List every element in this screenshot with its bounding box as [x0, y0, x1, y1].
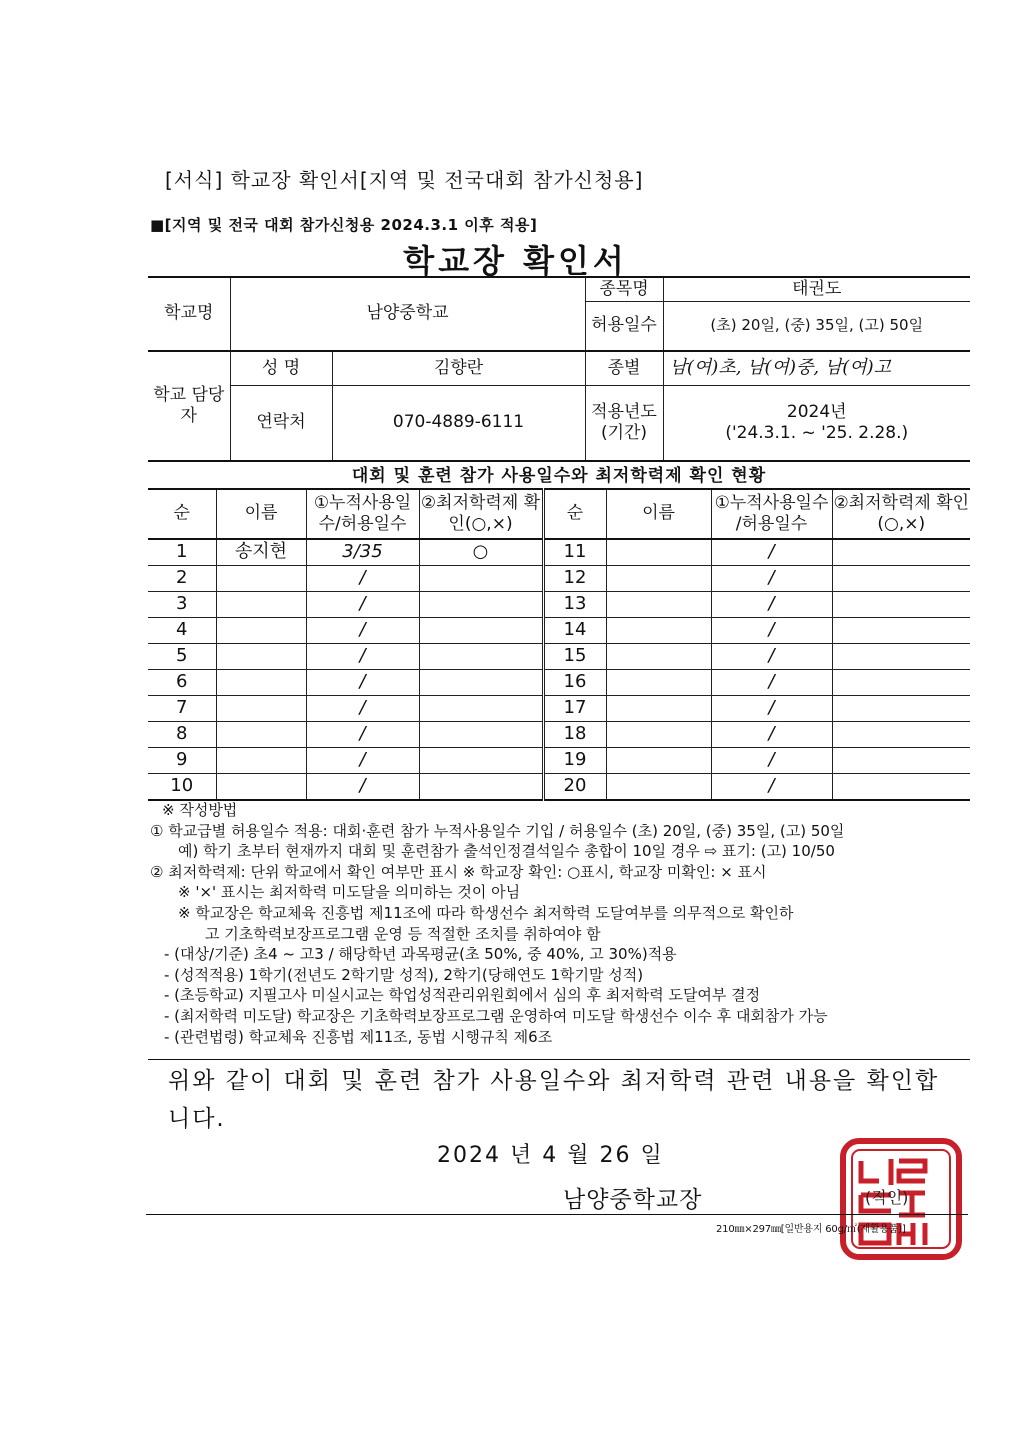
row-days-left: / — [306, 670, 419, 696]
row-days-left: / — [306, 566, 419, 592]
note-2b: ※ 학교장은 학교체육 진흥법 제11조에 따라 학생선수 최저학력 도달여부를 의무적으로 확인하 — [178, 903, 794, 922]
col-days-right: ①누적사용일수 /허용일수 — [711, 489, 832, 539]
row-days-right: / — [711, 539, 832, 566]
row-no-right: 13 — [543, 592, 606, 618]
row-check-left — [419, 566, 543, 592]
row-check-left — [419, 722, 543, 748]
row-no-right: 12 — [543, 566, 606, 592]
row-check-right — [832, 618, 970, 644]
row-check-left — [419, 670, 543, 696]
row-days-left: / — [306, 644, 419, 670]
row-name-right — [606, 566, 711, 592]
category-label: 종별 — [585, 351, 663, 385]
row-no-left: 7 — [148, 696, 216, 722]
row-name-left — [216, 670, 306, 696]
row-days-left: / — [306, 722, 419, 748]
row-no-right: 16 — [543, 670, 606, 696]
table-row — [148, 774, 970, 801]
row-check-right — [832, 748, 970, 774]
row-no-right: 15 — [543, 644, 606, 670]
row-name-left — [216, 566, 306, 592]
row-name-right — [606, 774, 711, 801]
divider — [146, 1214, 968, 1215]
row-check-right — [832, 566, 970, 592]
note-detail-2: - (성적적용) 1학기(전년도 2학기말 성적), 2학기(당해연도 1학기말 성적) — [164, 965, 644, 984]
row-check-right — [832, 774, 970, 801]
seal-label: (직인) — [865, 1188, 909, 1207]
row-check-right — [832, 670, 970, 696]
row-days-left: / — [306, 748, 419, 774]
note-1: ① 학교급별 허용일수 적용: 대회·훈련 참가 누적사용일수 기입 / 허용일수 (초) 20일, (중) 35일, (고) 50일 — [150, 821, 845, 840]
table-row — [148, 539, 970, 566]
row-days-left: / — [306, 592, 419, 618]
row-name-right — [606, 722, 711, 748]
row-days-right: / — [711, 618, 832, 644]
table-header-row — [148, 489, 970, 539]
year-label: 적용년도 (기간) — [585, 385, 663, 461]
row-days-right: / — [711, 722, 832, 748]
sport: 태권도 — [663, 277, 970, 301]
row-check-left — [419, 618, 543, 644]
col-name-left: 이름 — [216, 489, 306, 539]
contact-label: 연락처 — [230, 385, 332, 461]
notes-heading: ※ 작성방법 — [162, 801, 238, 819]
col-no-right: 순 — [543, 489, 606, 539]
row-no-right: 11 — [543, 539, 606, 566]
note-2c: 고 기초학력보장프로그램 운영 등 적절한 조치를 취하여야 함 — [205, 924, 601, 943]
row-days-right: / — [711, 774, 832, 801]
col-check-right: ②최저학력제 확인(○,×) — [832, 489, 970, 539]
form-caption: [서식] 학교장 확인서[지역 및 전국대회 참가신청용] — [165, 168, 644, 192]
status-table — [148, 488, 970, 801]
row-name-right — [606, 592, 711, 618]
sub-caption: ■[지역 및 전국 대회 참가신청용 2024.3.1 이후 적용] — [150, 216, 538, 234]
row-days-left: / — [306, 618, 419, 644]
category: 남(여)초, 남(여)중, 남(여)고 — [663, 351, 970, 385]
allowed-days: (초) 20일, (중) 35일, (고) 50일 — [663, 301, 970, 351]
allowed-days-label: 허용일수 — [585, 301, 663, 351]
row-name-left — [216, 696, 306, 722]
row-check-left — [419, 696, 543, 722]
confirmation-text: 위와 같이 대회 및 훈련 참가 사용일수와 최저학력 관련 내용을 확인합니다. — [168, 1068, 940, 1132]
row-no-left: 1 — [148, 539, 216, 566]
issue-date: 2024 년 4 월 26 일 — [437, 1143, 664, 1168]
col-no-left: 순 — [148, 489, 216, 539]
row-check-right — [832, 539, 970, 566]
table-row — [148, 592, 970, 618]
school-name: 남양중학교 — [230, 277, 585, 351]
row-no-left: 10 — [148, 774, 216, 801]
school-info-table — [148, 276, 970, 462]
note-2: ② 최저학력제: 단위 학교에서 확인 여부만 표시 ※ 학교장 확인: ○표시, 학교장 미확인: × 표시 — [150, 862, 767, 881]
note-detail-1: - (대상/기준) 초4 ~ 고3 / 해당학년 과목평균(초 50%, 중 40%, 고 30%)적용 — [164, 945, 677, 964]
name-label: 성 명 — [230, 351, 332, 385]
row-days-left: / — [306, 696, 419, 722]
row-name-left — [216, 618, 306, 644]
note-detail-4: - (최저학력 미도달) 학교장은 기초학력보장프로그램 운영하여 미도달 학생선수 이수 후 대회참가 가능 — [164, 1006, 828, 1025]
row-no-left: 2 — [148, 566, 216, 592]
manager-label: 학교 담당자 — [148, 351, 230, 461]
row-no-left: 8 — [148, 722, 216, 748]
row-no-right: 17 — [543, 696, 606, 722]
row-no-left: 5 — [148, 644, 216, 670]
page-title: 학교장 확인서 — [403, 242, 628, 280]
row-check-left — [419, 644, 543, 670]
row-check-right — [832, 722, 970, 748]
row-check-right — [832, 644, 970, 670]
year: 2024년 — [786, 401, 847, 422]
sport-label: 종목명 — [585, 277, 663, 301]
row-days-right: / — [711, 748, 832, 774]
year-cell — [663, 385, 970, 461]
row-days-right: / — [711, 592, 832, 618]
row-name-left — [216, 644, 306, 670]
row-check-left — [419, 774, 543, 801]
table-row — [148, 748, 970, 774]
row-name-left — [216, 592, 306, 618]
manager-name: 김향란 — [332, 351, 585, 385]
table-row — [148, 670, 970, 696]
status-section-title: 대회 및 훈련 참가 사용일수와 최저학력제 확인 현황 — [148, 460, 970, 490]
signer: 남양중학교장 — [563, 1187, 703, 1213]
notes — [150, 800, 970, 1047]
row-check-right — [832, 696, 970, 722]
row-days-left: / — [306, 774, 419, 801]
row-days-right: / — [711, 696, 832, 722]
row-name-right — [606, 644, 711, 670]
row-name-right — [606, 618, 711, 644]
col-days-left: ①누적사용일 수/허용일수 — [306, 489, 419, 539]
table-row — [148, 722, 970, 748]
row-name-left — [216, 748, 306, 774]
row-no-left: 6 — [148, 670, 216, 696]
contact: 070-4889-6111 — [332, 385, 585, 461]
row-no-left: 4 — [148, 618, 216, 644]
col-check-left: ②최저학력제 확인(○,×) — [419, 489, 543, 539]
period: ('24.3.1. ~ '25. 2.28.) — [725, 423, 909, 443]
row-no-left: 9 — [148, 748, 216, 774]
note-1-example: 예) 학기 초부터 현재까지 대회 및 훈련참가 출석인정결석일수 총합이 10일 경우 ⇨ 표기: (고) 10/50 — [178, 842, 835, 861]
row-name-left — [216, 774, 306, 801]
col-name-right: 이름 — [606, 489, 711, 539]
table-row — [148, 618, 970, 644]
row-check-left: ○ — [419, 539, 543, 566]
row-days-left: 3/35 — [306, 539, 419, 566]
row-days-right: / — [711, 566, 832, 592]
row-no-left: 3 — [148, 592, 216, 618]
row-no-right: 19 — [543, 748, 606, 774]
row-check-left — [419, 592, 543, 618]
row-name-right — [606, 670, 711, 696]
row-name-right — [606, 539, 711, 566]
note-2a: ※ '×' 표시는 최저학력 미도달을 의미하는 것이 아님 — [178, 883, 521, 902]
row-check-right — [832, 592, 970, 618]
row-days-right: / — [711, 644, 832, 670]
note-detail-5: - (관련법령) 학교체육 진흥법 제11조, 동법 시행규칙 제6조 — [164, 1027, 553, 1046]
table-row — [148, 696, 970, 722]
note-detail-3: - (초등학교) 지필고사 미실시교는 학업성적관리위원회에서 심의 후 최저학력 도달여부 결정 — [164, 986, 761, 1005]
row-name-right — [606, 696, 711, 722]
row-check-left — [419, 748, 543, 774]
paper-spec: 210㎜×297㎜[일반용지 60g/㎡(재활용품)] — [716, 1224, 906, 1235]
divider — [148, 1059, 970, 1060]
row-name-left: 송지현 — [216, 539, 306, 566]
row-no-right: 14 — [543, 618, 606, 644]
row-no-right: 20 — [543, 774, 606, 801]
row-name-left — [216, 722, 306, 748]
row-no-right: 18 — [543, 722, 606, 748]
table-row — [148, 644, 970, 670]
table-row — [148, 566, 970, 592]
school-name-label: 학교명 — [148, 277, 230, 351]
row-days-right: / — [711, 670, 832, 696]
row-name-right — [606, 748, 711, 774]
